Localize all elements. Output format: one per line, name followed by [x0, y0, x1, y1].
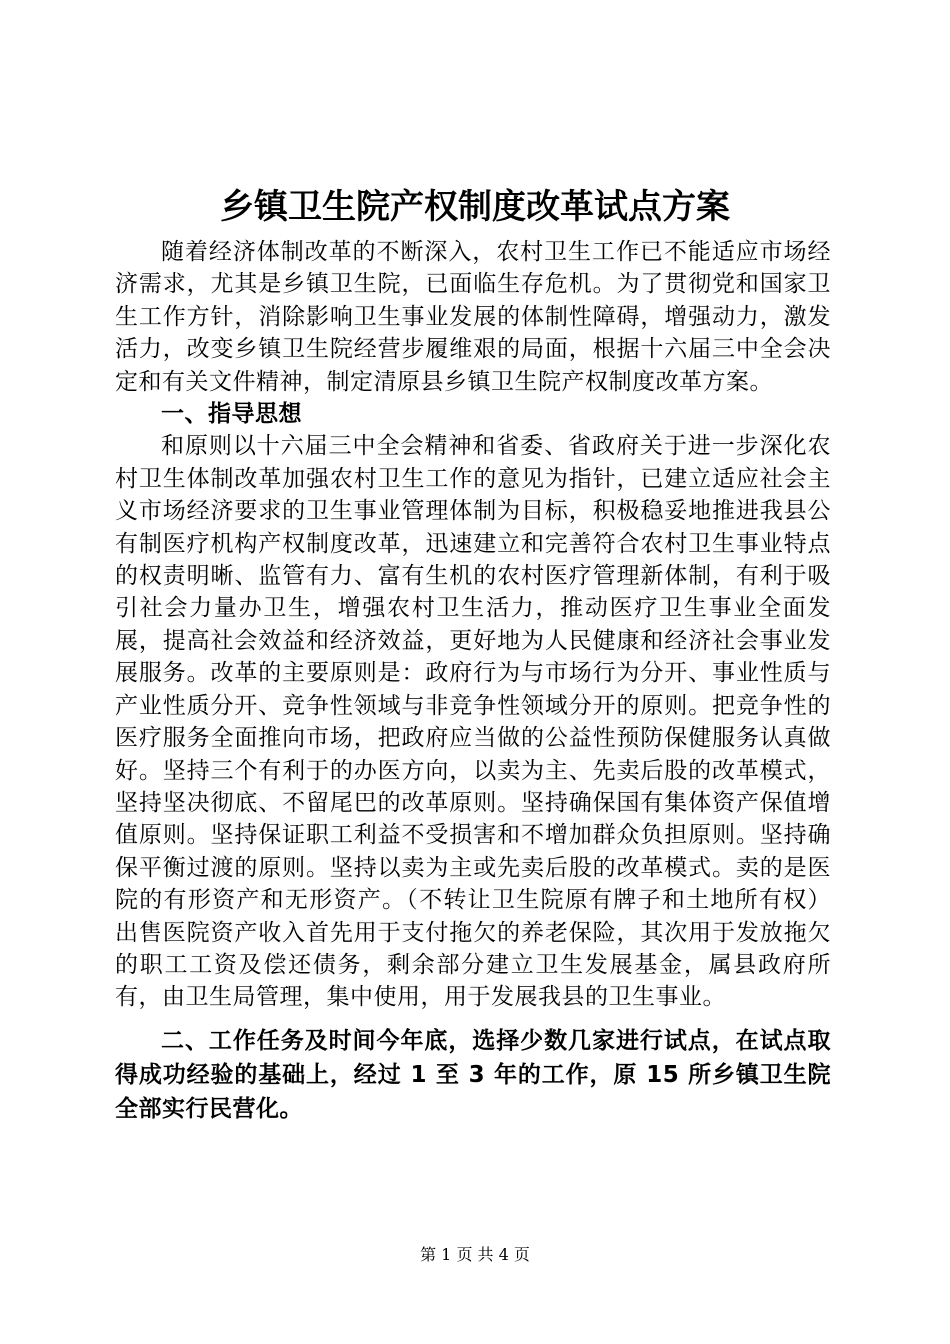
intro-paragraph: 随着经济体制改革的不断深入，农村卫生工作已不能适应市场经济需求，尤其是乡镇卫生院，已面临生存危机。为了贯彻党和国家卫生工作方针，消除影响卫生事业发展的体制性障碍，增强动力，激发活力，改变乡镇卫生院经营步履维艰的局面，根据十六届三中全会决定和有关文件精神，制定清原县乡镇卫生院产权制度改革方案。 [115, 239, 831, 395]
section-1-heading: 一、指导思想 [161, 401, 302, 428]
document-body [115, 236, 831, 1126]
section-1-paragraph: 和原则以十六届三中全会精神和省委、省政府关于进一步深化农村卫生体制改革加强农村卫生工作的意见为指针，已建立适应社会主义市场经济要求的卫生事业管理体制为目标，积极稳妥地推进我县公有制医疗机构产权制度改革，迅速建立和完善符合农村卫生事业特点的权责明晰、监管有力、富有生机的农村医疗管理新体制，有利于吸引社会力量办卫生，增强农村卫生活力，推动医疗卫生事业全面发展，提高社会效益和经济效益，更好地为人民健康和经济社会事业发展服务。改革的主要原则是：政府行为与市场行为分开、事业性质与产业性质分开、竞争性领域与非竞争性领域分开的原则。把竞争性的医疗服务全面推向市场，把政府应当做的公益性预防保健服务认真做好。坚持三个有利于的办医方向，以卖为主、先卖后股的改革模式，坚持坚决彻底、不留尾巴的改革原则。坚持确保国有集体资产保值增值原则。坚持保证职工利益不受损害和不增加群众负担原则。坚持确保平衡过渡的原则。坚持以卖为主或先卖后股的改革模式。卖的是医院的有形资产和无形资产。（不转让卫生院原有牌子和土地所有权）出售医院资产收入首先用于支付拖欠的养老保险，其次用于发放拖欠的职工工资及偿还债务，剩余部分建立卫生发展基金，属县政府所有，由卫生局管理，集中使用，用于发展我县的卫生事业。 [115, 433, 831, 1011]
document-title: 乡镇卫生院产权制度改革试点方案 [220, 187, 730, 227]
page-footer: 第 1 页 共 4 页 [420, 1245, 530, 1264]
section-2-paragraph: 二、工作任务及时间今年底，选择少数几家进行试点，在试点取得成功经验的基础上，经过 1 至 3 年的工作，原 15 所乡镇卫生院全部实行民营化。 [115, 1027, 831, 1122]
